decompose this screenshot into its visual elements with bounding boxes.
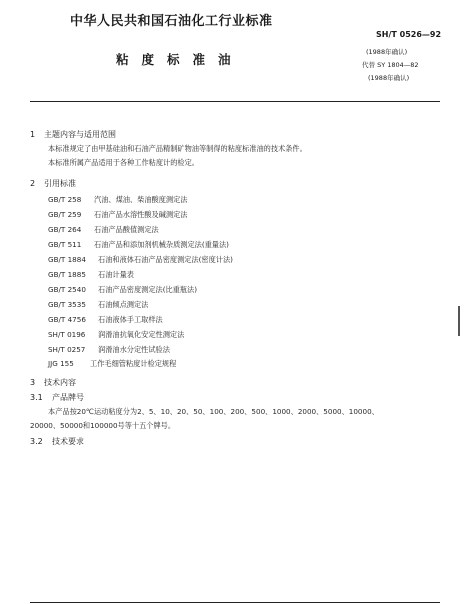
ref-title: 石油液体手工取样法 — [98, 315, 163, 324]
ref-code: GB/T 259 — [48, 210, 82, 219]
subsection-3-1-line-1: 本产品按20℃运动粘度分为2、5、10、20、50、100、200、500、1000、2000、5000、10000、 — [48, 407, 379, 416]
ref-code: GB/T 4756 — [48, 315, 86, 324]
meta-note-2: 代替 SY 1804—82 — [362, 61, 419, 69]
ref-title: 润滑油抗氧化安定性测定法 — [98, 330, 185, 339]
ref-code: GB/T 2540 — [48, 285, 86, 294]
subsection-3-2-title: 技术要求 — [52, 437, 84, 446]
ref-title: 石油产品水溶性酸及碱测定法 — [94, 210, 188, 219]
section-1-heading — [30, 129, 116, 140]
ref-code: GB/T 1884 — [48, 255, 86, 264]
ref-title: 石油产品和添加剂机械杂质测定法(重量法) — [94, 240, 229, 249]
subsection-3-1-heading — [30, 392, 84, 403]
section-1-paragraph-1: 本标准规定了由甲基硅油和石油产品精制矿物油等制得的粘度标准油的技术条件。 — [48, 144, 307, 153]
ref-code: GB/T 1885 — [48, 270, 86, 279]
bottom-divider — [30, 602, 440, 603]
section-1-paragraph-2: 本标准所属产品适用于各种工作粘度计的检定。 — [48, 158, 199, 167]
section-2-heading — [30, 178, 76, 189]
ref-title: 石油计量表 — [98, 270, 134, 279]
section-1-number: 1 — [30, 130, 36, 139]
ref-code: GB/T 258 — [48, 195, 82, 204]
issuer-heading: 中华人民共和国石油化工行业标准 — [70, 14, 273, 29]
ref-title: 石油产品酸值测定法 — [94, 225, 159, 234]
meta-note-3: (1988年确认) — [368, 74, 410, 82]
ref-title: 润滑油水分定性试验法 — [98, 345, 170, 354]
section-3-number: 3 — [30, 378, 36, 387]
section-2-number: 2 — [30, 179, 36, 188]
subsection-3-1-line-2: 20000、50000和100000号等十五个牌号。 — [30, 421, 176, 430]
scan-edge-mark — [458, 306, 460, 336]
ref-title: 工作毛细管粘度计检定规程 — [90, 359, 177, 368]
standard-code: SH/T 0526—92 — [376, 30, 442, 39]
ref-title: 石油倾点测定法 — [98, 300, 149, 309]
subsection-3-2-number: 3.2 — [30, 437, 43, 446]
subsection-3-1-number: 3.1 — [30, 393, 43, 402]
subsection-3-1-title: 产品牌号 — [52, 393, 84, 402]
ref-code: SH/T 0257 — [48, 345, 86, 354]
ref-code: GB/T 511 — [48, 240, 82, 249]
ref-title: 石油产品密度测定法(比重瓶法) — [98, 285, 198, 294]
section-2-title: 引用标准 — [44, 179, 76, 188]
document-title: 粘度标准油 — [116, 52, 244, 67]
meta-note-1: (1988年确认) — [366, 48, 408, 56]
section-1-title: 主题内容与适用范围 — [44, 130, 116, 139]
ref-code: JJG 155 — [48, 359, 74, 368]
ref-code: GB/T 3535 — [48, 300, 86, 309]
section-3-title: 技术内容 — [44, 378, 76, 387]
top-divider — [30, 101, 440, 102]
subsection-3-2-heading — [30, 436, 84, 447]
ref-code: SH/T 0196 — [48, 330, 86, 339]
ref-title: 石油和液体石油产品密度测定法(密度计法) — [98, 255, 233, 264]
section-3-heading — [30, 377, 76, 388]
ref-title: 汽油、煤油、柴油酸度测定法 — [94, 195, 188, 204]
ref-code: GB/T 264 — [48, 225, 82, 234]
